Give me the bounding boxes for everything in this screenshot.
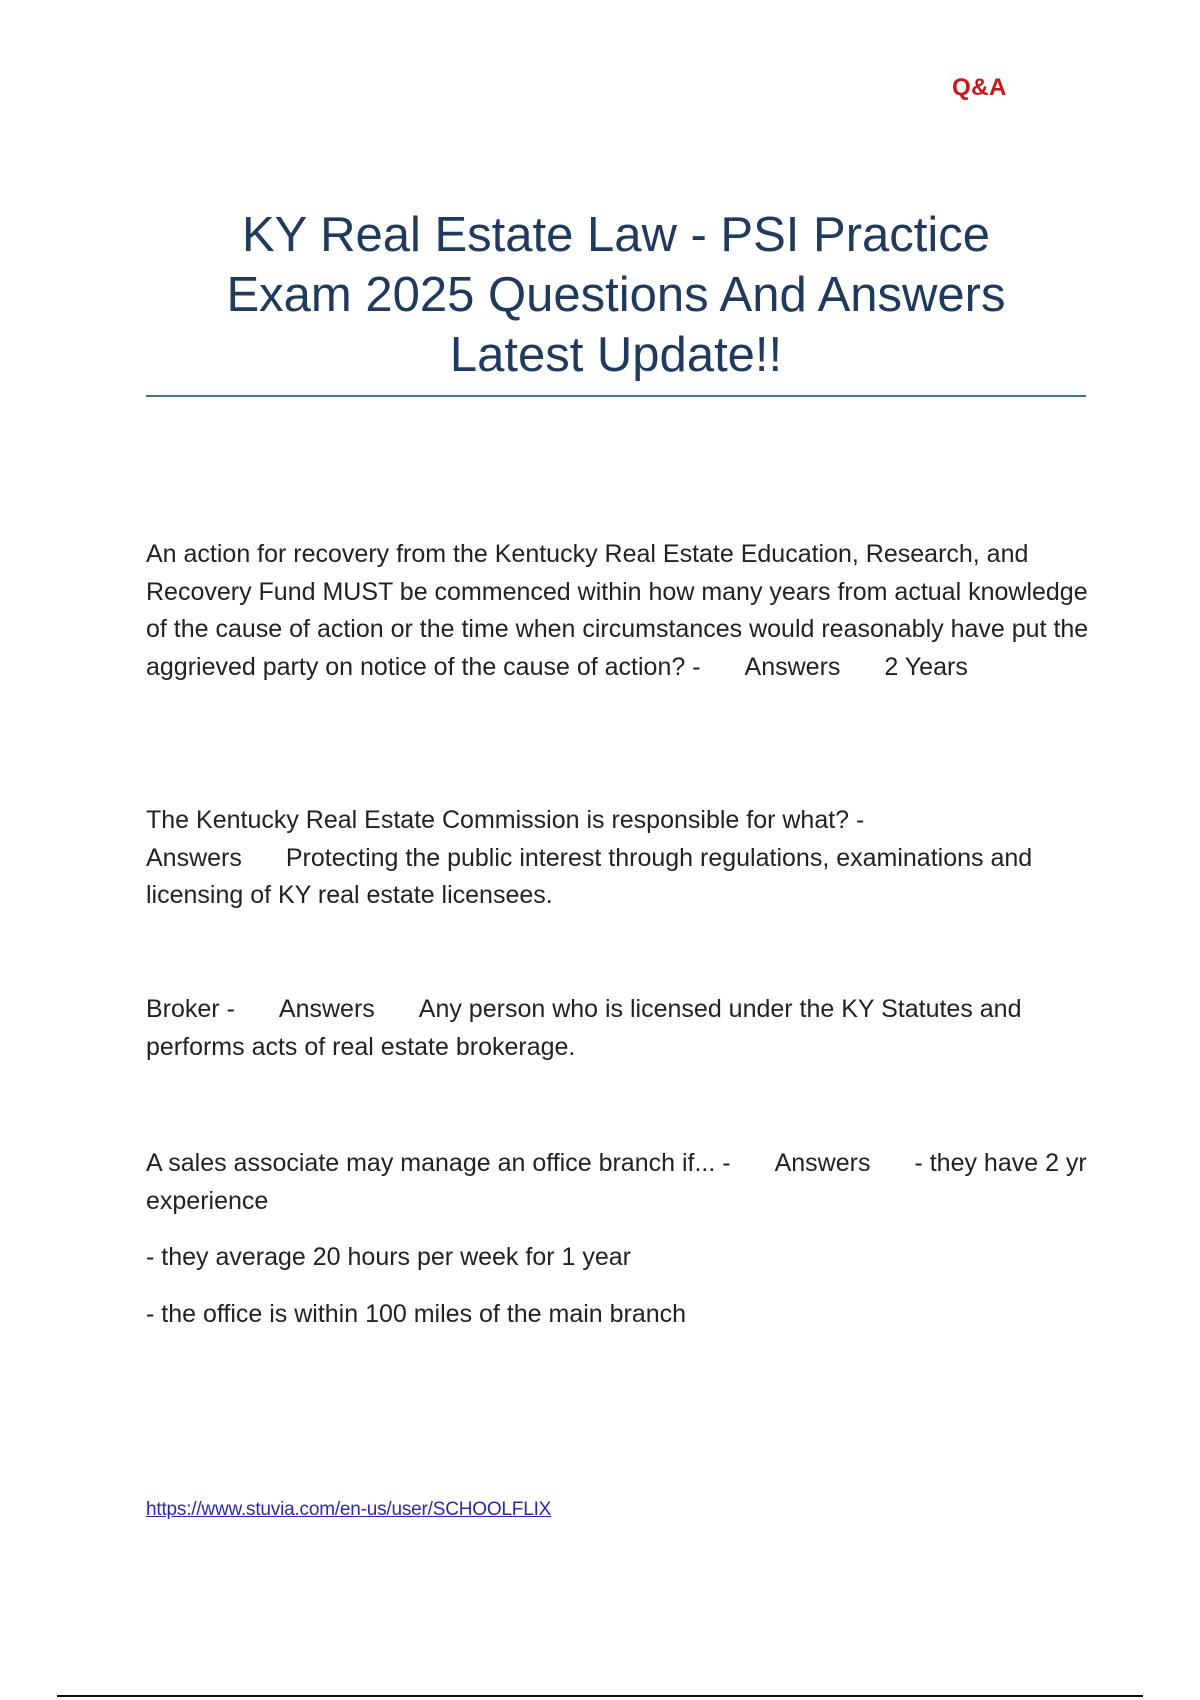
answer-bullet-line: - the office is within 100 miles of the main branch [146, 1299, 687, 1328]
title-line-1: KY Real Estate Law - PSI Practice [241, 208, 991, 262]
answer-text: - they have 2 yr experience [146, 1149, 1087, 1215]
footer-divider [57, 1695, 1143, 1697]
answers-label: Answers [278, 995, 375, 1023]
answer-text: 2 Years [884, 652, 968, 681]
qa-item-3-text [146, 991, 1096, 1066]
question-text: Broker - [146, 995, 235, 1023]
title-divider [146, 395, 1086, 397]
answer-text: Protecting the public interest through regulations, examinations and licensing of KY real estate licensees. [146, 843, 1033, 909]
answers-label: Answers [744, 652, 841, 681]
qa-item-3 [146, 991, 1096, 1066]
answers-label: Answers [774, 1149, 871, 1177]
qa-item-1 [146, 536, 1096, 686]
answer-text: Any person who is licensed under the KY Statutes and performs acts of real estate brokerage. [146, 995, 1022, 1061]
source-link[interactable]: https://www.stuvia.com/en-us/user/SCHOOLFLIX [146, 1499, 552, 1520]
answer-bullet-line: - they average 20 hours per week for 1 year [146, 1243, 631, 1271]
qa-item-4 [146, 1145, 1096, 1333]
question-text: An action for recovery from the Kentucky Real Estate Education, Research, and Recovery Fund MUST be commenced within how many years from actual knowledge of the cause of action or the time when circumstances would reasonably have put the aggrieved party on notice of the cause of action? - [146, 540, 1089, 681]
question-text: The Kentucky Real Estate Commission is responsible for what? - [146, 806, 865, 834]
answers-label: Answers [146, 843, 242, 872]
qa-item-1-text [146, 536, 1096, 686]
qa-item-2 [146, 802, 1096, 915]
document-title-block [146, 205, 1086, 385]
title-line-2: Exam 2025 Questions And Answers [226, 268, 1006, 322]
qa-item-4-text [146, 1145, 1096, 1220]
question-text: A sales associate may manage an office branch if... - [146, 1149, 731, 1177]
qa-item-2-text [146, 802, 1096, 915]
qa-header-tag: Q&A [952, 74, 1007, 101]
document-title [146, 205, 1086, 385]
title-line-3: Latest Update!! [449, 328, 783, 382]
